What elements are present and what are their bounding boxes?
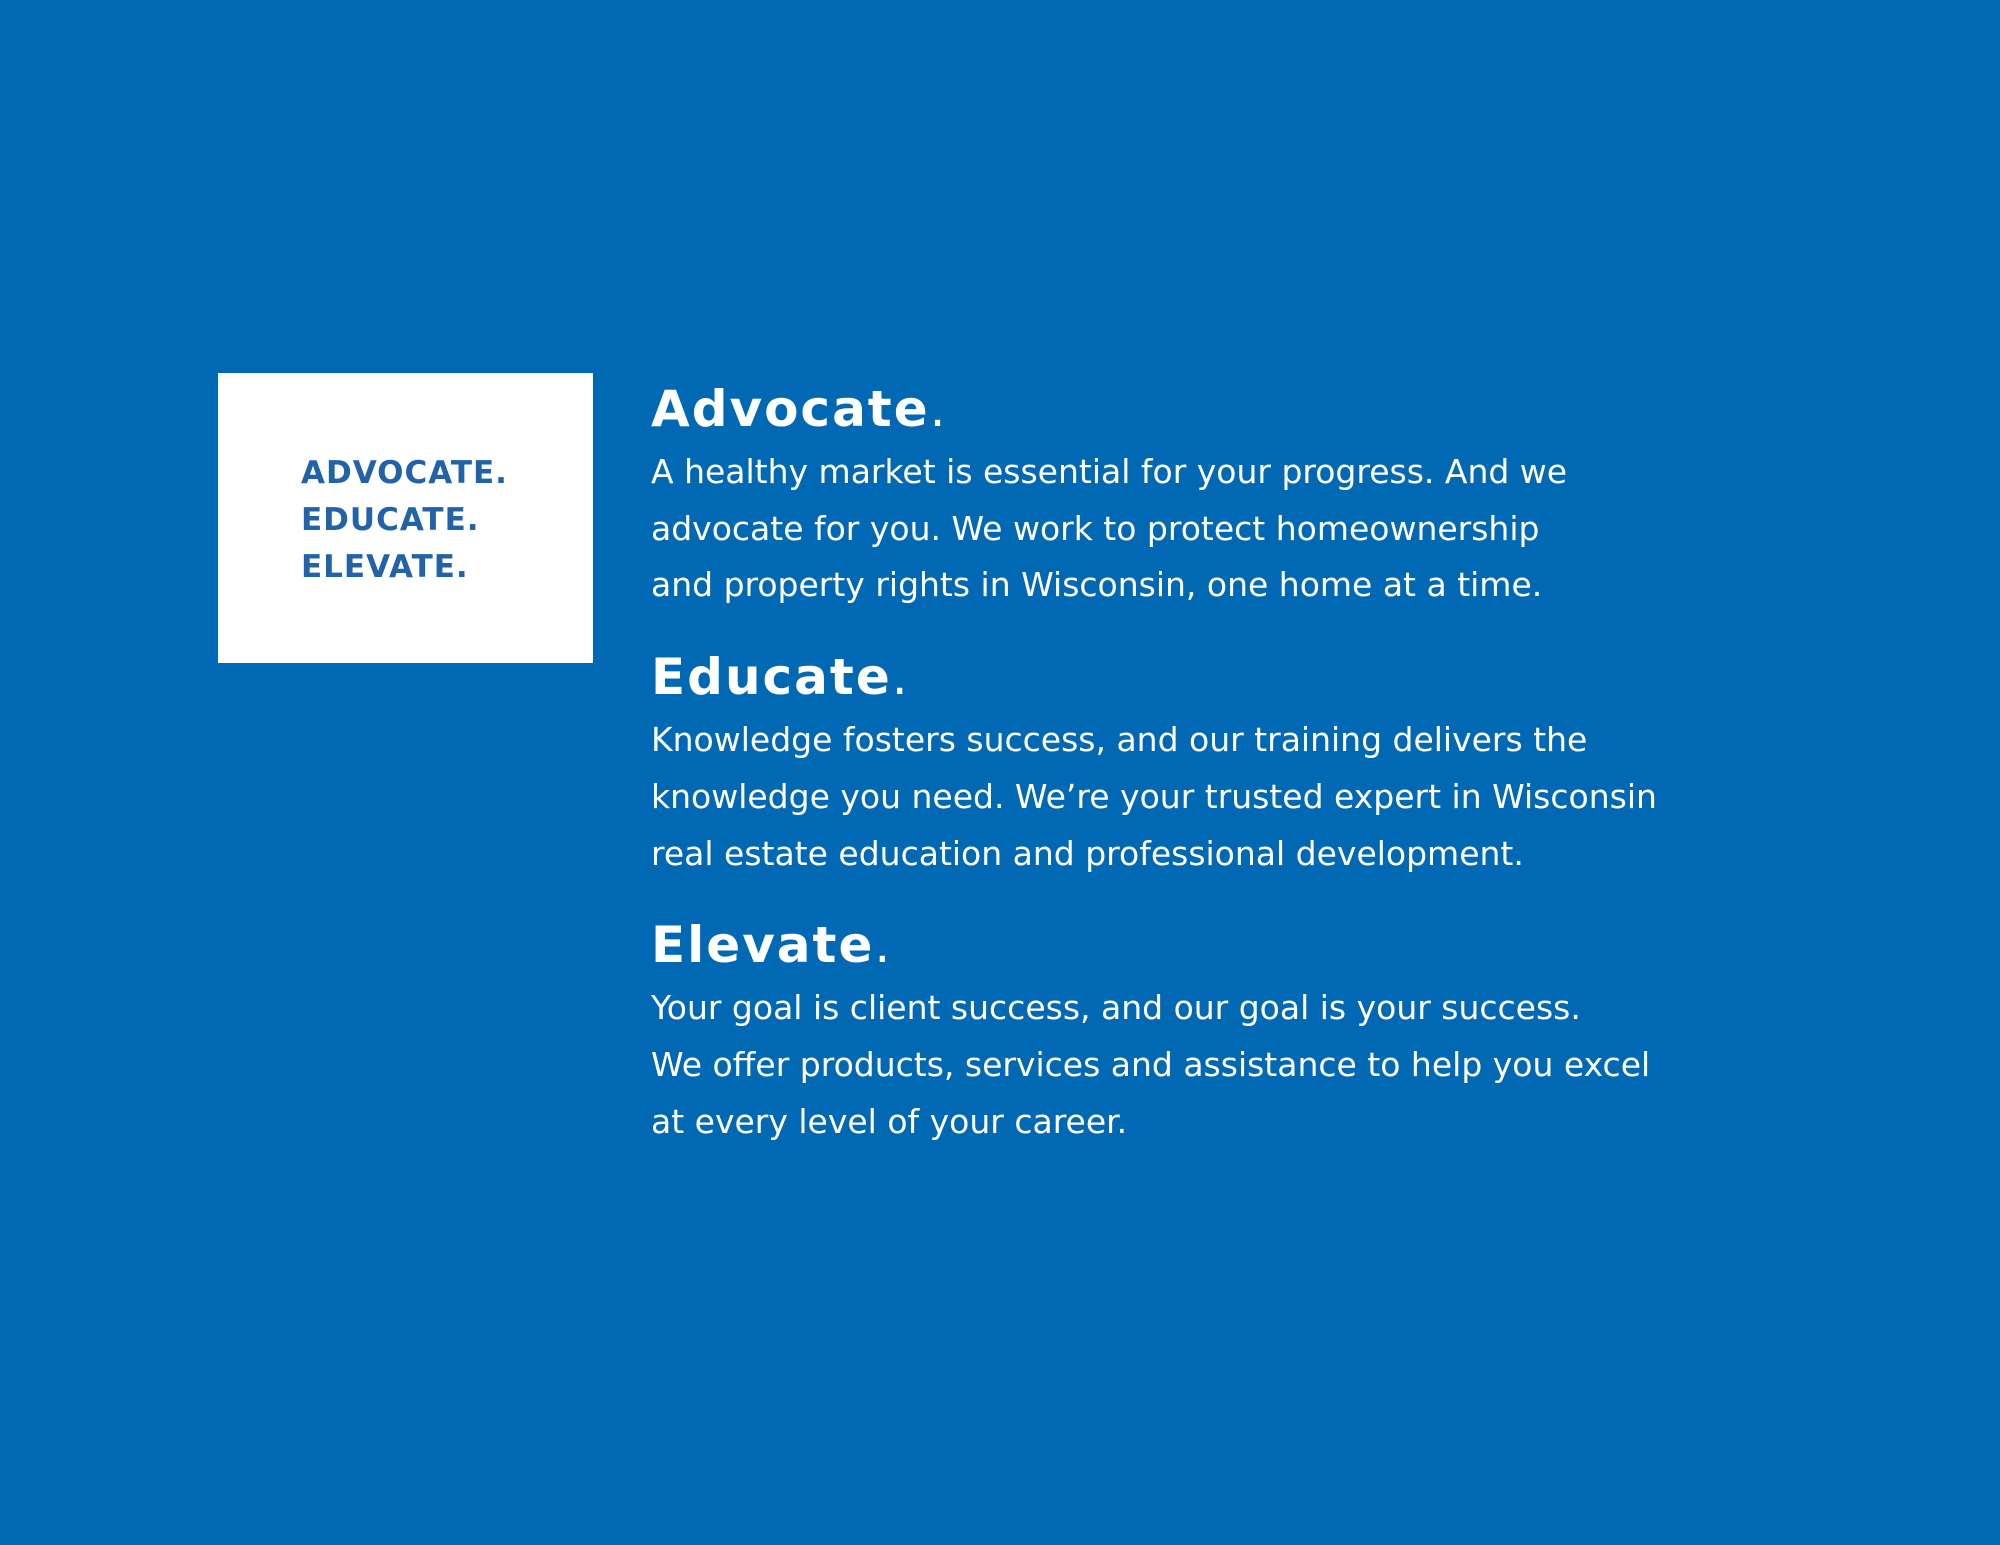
section-body	[651, 712, 1771, 882]
section-title-period: .	[891, 648, 910, 707]
logo-wordmark	[301, 450, 508, 591]
section-elevate	[651, 910, 1771, 1150]
body-line: and property rights in Wisconsin, one home at a time.	[651, 565, 1543, 605]
logo-line-advocate: ADVOCATE.	[301, 455, 508, 491]
section-title: Elevate	[651, 916, 875, 975]
section-advocate	[651, 374, 1771, 614]
section-heading	[651, 374, 1771, 444]
logo-line-elevate: ELEVATE.	[301, 549, 469, 585]
section-body	[651, 980, 1771, 1150]
body-line: real estate education and professional development.	[651, 833, 1524, 873]
body-line: at every level of your career.	[651, 1101, 1128, 1141]
content-column	[651, 374, 1771, 1178]
section-title: Advocate	[651, 380, 930, 438]
body-line: advocate for you. We work to protect homeownership	[651, 508, 1540, 548]
section-title-period: .	[874, 916, 893, 975]
body-line: Your goal is client success, and our goal is your success.	[651, 988, 1581, 1028]
section-heading	[651, 910, 1771, 980]
body-line: Knowledge fosters success, and our training delivers the	[651, 720, 1588, 760]
logo-line-educate: EDUCATE.	[301, 502, 480, 538]
body-line: knowledge you need. We’re your trusted expert in Wisconsin	[651, 776, 1657, 816]
section-title: Educate	[651, 648, 892, 707]
section-heading	[651, 642, 1771, 712]
section-educate	[651, 642, 1771, 882]
logo-box	[218, 373, 593, 663]
body-line: We offer products, services and assistance to help you excel	[651, 1044, 1651, 1084]
section-body	[651, 444, 1771, 614]
section-title-period: .	[929, 380, 948, 438]
body-line: A healthy market is essential for your progress. And we	[651, 452, 1568, 491]
